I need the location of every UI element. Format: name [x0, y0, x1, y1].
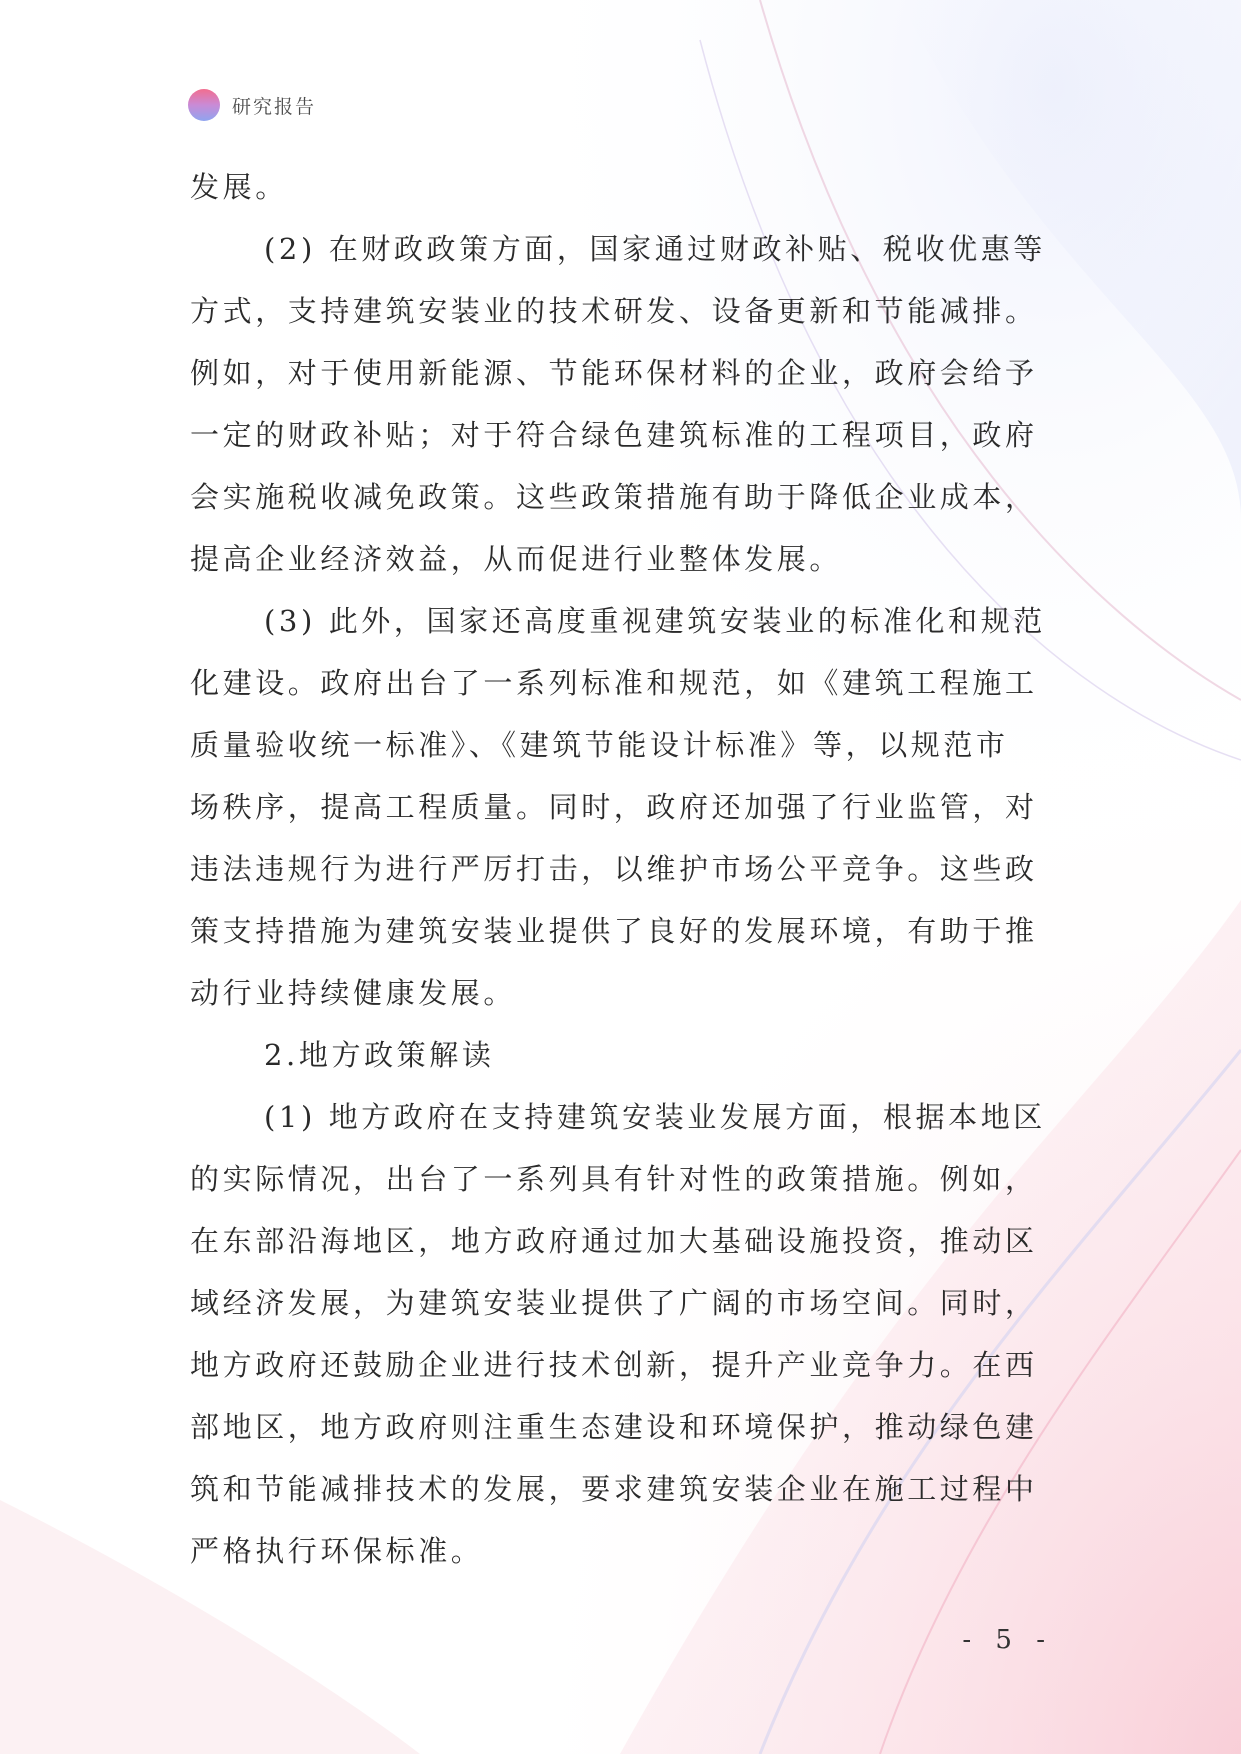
paragraph-line: 一定的财政补贴；对于符合绿色建筑标准的工程项目，政府	[190, 418, 1038, 452]
paragraph-line: 域经济发展，为建筑安装业提供了广阔的市场空间。同时，	[190, 1286, 1038, 1320]
paragraph-line: 策支持措施为建筑安装业提供了良好的发展环境，有助于推	[190, 914, 1038, 948]
report-logo-icon	[188, 89, 220, 121]
paragraph-line: 发展。	[190, 170, 288, 204]
paragraph-line: 质量验收统一标准》、《建筑节能设计标准》等，以规范市	[190, 728, 1009, 762]
paragraph-line: 动行业持续健康发展。	[190, 976, 517, 1010]
paragraph-line: (1) 地方政府在支持建筑安装业发展方面，根据本地区	[264, 1100, 1046, 1134]
paragraph-line: 方式，支持建筑安装业的技术研发、设备更新和节能减排。	[190, 294, 1038, 328]
paragraph-line: 违法违规行为进行严厉打击，以维护市场公平竞争。这些政	[190, 852, 1038, 886]
report-header	[188, 88, 316, 122]
paragraph-line: 严格执行环保标准。	[190, 1534, 484, 1568]
paragraph-line: 会实施税收减免政策。这些政策措施有助于降低企业成本，	[190, 480, 1038, 514]
paragraph-line: 部地区，地方政府则注重生态建设和环境保护，推动绿色建	[190, 1410, 1038, 1444]
paragraph-line: 地方政府还鼓励企业进行技术创新，提升产业竞争力。在西	[190, 1348, 1038, 1382]
section-heading: 2.地方政策解读	[264, 1038, 495, 1072]
paragraph-line: 例如，对于使用新能源、节能环保材料的企业，政府会给予	[190, 356, 1038, 390]
page-number: - 5 -	[962, 1625, 1053, 1655]
paragraph-line: 在东部沿海地区，地方政府通过加大基础设施投资，推动区	[190, 1224, 1038, 1258]
document-body	[190, 156, 1070, 1582]
paragraph-line: 的实际情况，出台了一系列具有针对性的政策措施。例如，	[190, 1162, 1038, 1196]
paragraph-line: 化建设。政府出台了一系列标准和规范，如《建筑工程施工	[190, 666, 1038, 700]
paragraph-line: (2) 在财政政策方面，国家通过财政补贴、税收优惠等	[264, 232, 1046, 266]
paragraph-line: (3) 此外，国家还高度重视建筑安装业的标准化和规范	[264, 604, 1046, 638]
paragraph-line: 场秩序，提高工程质量。同时，政府还加强了行业监管，对	[190, 790, 1038, 824]
paragraph-line: 提高企业经济效益，从而促进行业整体发展。	[190, 542, 843, 576]
paragraph-line: 筑和节能减排技术的发展，要求建筑安装企业在施工过程中	[190, 1472, 1038, 1506]
header-title: 研究报告	[232, 95, 317, 118]
